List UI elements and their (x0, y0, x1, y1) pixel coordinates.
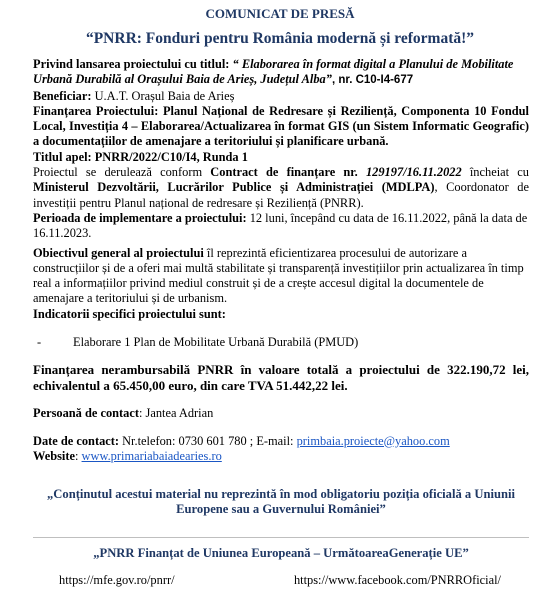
contact-phone-text: Nr.telefon: 0730 601 780 ; E-mail: (119, 433, 297, 448)
indicator-text: Elaborare 1 Plan de Mobilitate Urbană Durabilă (PMUD) (73, 335, 359, 350)
ministry-name: Ministerul Dezvoltării, Lucrărilor Publice și Administrației (MDLPA) (33, 180, 435, 195)
contact-person-label: Persoană de contact (33, 406, 139, 421)
indicator-list (33, 335, 529, 350)
contract-number: 129197/16.11.2022 (357, 165, 462, 180)
objective-label: Obiectivul general al proiectului (33, 245, 204, 260)
contract-text-1: Proiectul se derulează conform (33, 165, 211, 180)
footer-links (33, 573, 529, 588)
beneficiary-line (33, 89, 529, 104)
project-title: “ Elaborarea în format digital a Planului de Mobilitate Urbană Durabilă al Orașului Baia de Arieș, Județul Alba” (33, 57, 514, 87)
implementation-period (33, 211, 529, 242)
beneficiary-value: U.A.T. Orașul Baia de Arieș (91, 88, 235, 103)
objective-paragraph (33, 246, 529, 307)
contract-text-3: , Coordonator de investiții pentru Planul național de redresare și Reziliență (PNRR). (33, 180, 529, 210)
indicators-label: Indicatorii specifici proiectului sunt: (33, 306, 226, 321)
website-link[interactable]: www.primariabaiadearies.ro (81, 448, 222, 463)
period-label: Perioada de implementare a proiectului: (33, 210, 247, 225)
eu-disclaimer: „Conținutul acestui material nu reprezintă în mod obligatoriu poziția oficială a Uniunii Europene sau a Guvernului României” (47, 487, 515, 517)
beneficiary-label: Beneficiar: (33, 88, 92, 103)
list-item (33, 335, 529, 350)
footer-divider (33, 537, 529, 538)
objective-value: îl reprezintă eficientizarea procesului de autorizare a construcțiilor și de a oferi mai multă stabilitate și transparență investițiilor prin actualizarea în timp real a informațiilor privind mediul construit și de a crește accesul digital la documentele de amenajare a teritoriului și de urbanism. (33, 245, 524, 306)
financing-paragraph (33, 104, 529, 150)
contract-label: Contract de finanțare nr. (210, 165, 358, 180)
contact-data-label: Date de contact: (33, 433, 120, 448)
launch-prefix: Privind lansarea proiectului cu titlul: (33, 57, 230, 71)
website-separator: : (75, 448, 82, 463)
press-release-body (33, 57, 529, 464)
facebook-link[interactable]: https://www.facebook.com/PNRROficial/ (293, 573, 501, 587)
contract-text-2: încheiat cu (461, 165, 529, 180)
page-title: COMUNICAT DE PRESĂ (205, 6, 355, 21)
period-value: 12 luni, începând cu data de 16.11.2022, până la data de 16.11.2023. (33, 210, 528, 241)
email-link[interactable]: primbaia.proiecte@yahoo.com (296, 433, 450, 448)
mfe-link[interactable]: https://mfe.gov.ro/pnrr/ (59, 573, 175, 587)
contact-person-line (33, 406, 529, 421)
project-launch-paragraph (33, 57, 529, 89)
contract-paragraph (33, 165, 529, 211)
contact-data-line (33, 434, 529, 449)
financing-label: Finanțarea Proiectului: (33, 103, 159, 118)
footer-slogan: „PNRR Finanțat de Uniunea Europeană – UrmătoareaGenerație UE” (93, 546, 469, 560)
website-label: Website (33, 448, 75, 463)
website-line (33, 449, 529, 464)
contact-person-value: : Jantea Adrian (139, 406, 214, 421)
list-bullet: - (37, 335, 42, 350)
funding-paragraph: Finanțarea nerambursabilă PNRR în valoare totală a proiectului de 322.190,72 lei, echivalentul a 65.450,00 euro, din care TVA 51.442,22 lei. (33, 362, 529, 394)
project-code: , nr. C10-I4-677 (331, 74, 414, 87)
call-title: Titlul apel: PNRR/2022/C10/I4, Runda 1 (33, 149, 248, 164)
page-subtitle: “PNRR: Fonduri pentru România modernă și reformată!” (85, 30, 475, 47)
financing-value: Planul Național de Redresare și Reziliență, Componenta 10 Fondul Local, Investiția 4 – Elaborarea/Actualizarea în format GIS (un Sistem Informatic Geografic) a documentațiilor de amenajare a teritoriului și planificare urbană. (33, 103, 529, 149)
